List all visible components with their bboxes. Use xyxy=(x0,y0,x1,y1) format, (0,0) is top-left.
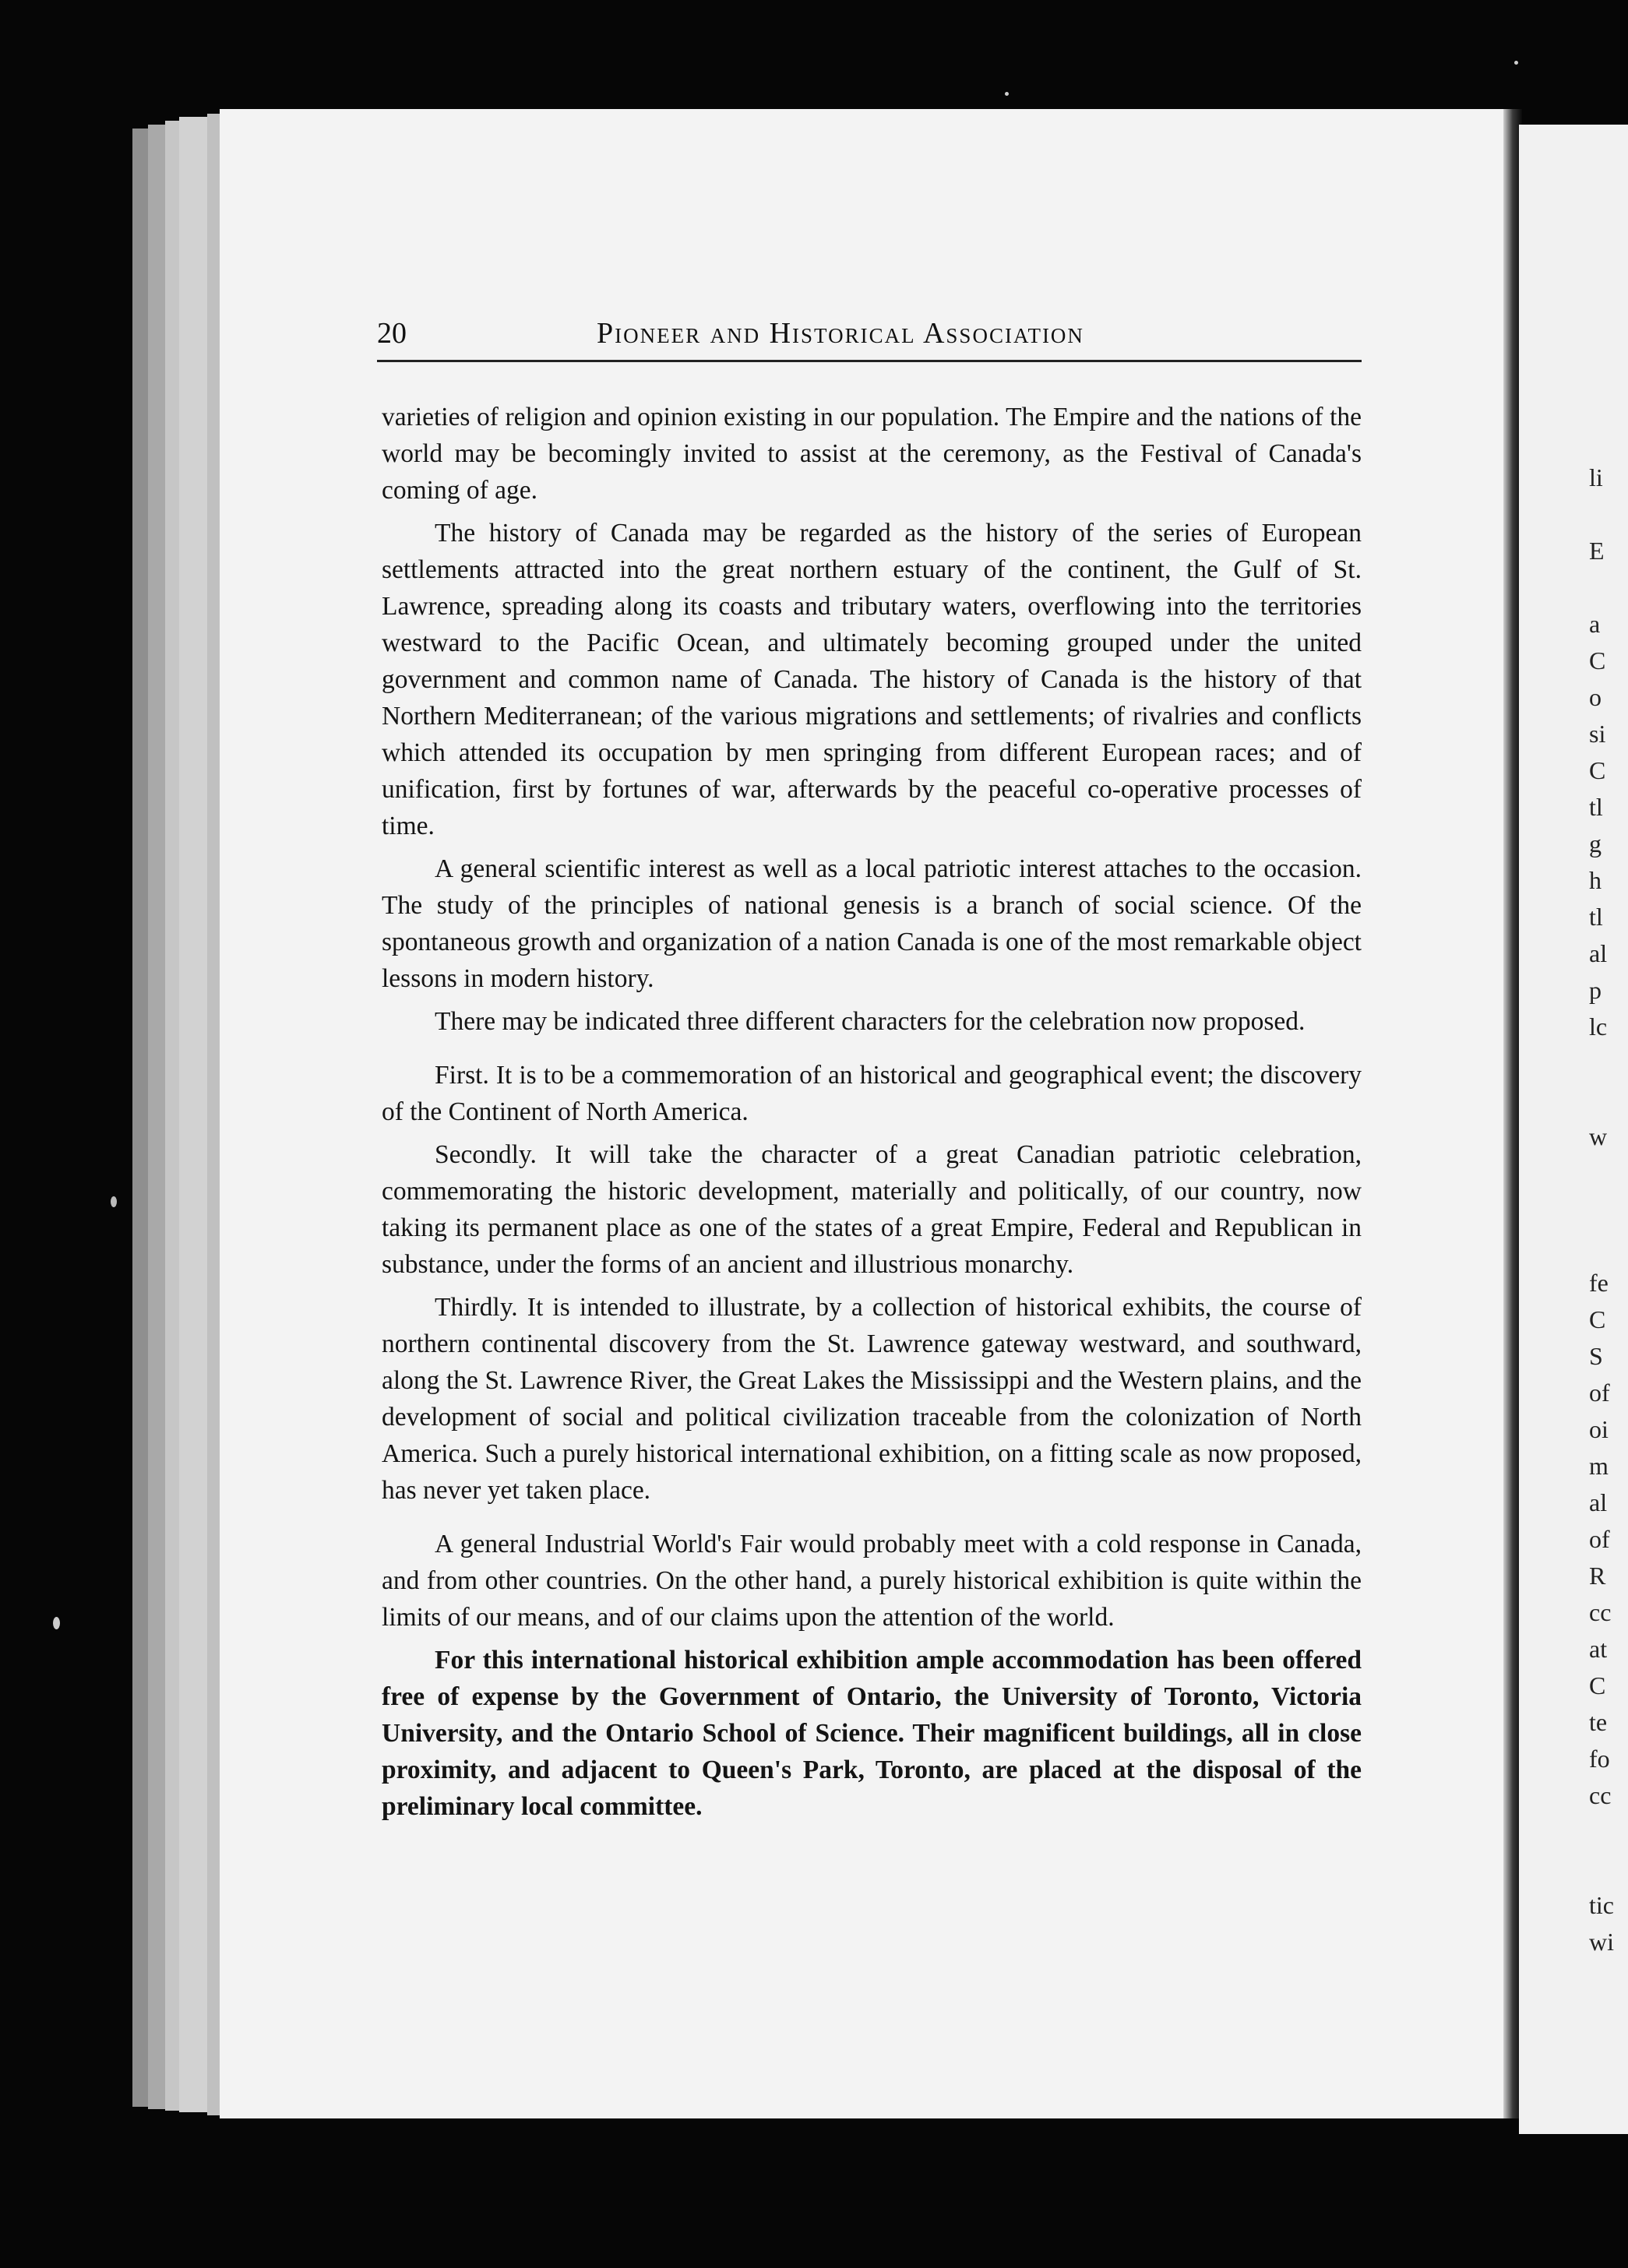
facing-page-fragment: o xyxy=(1589,683,1602,711)
body-text xyxy=(382,399,1362,1831)
paragraph-2: The history of Canada may be regarded as the history of the series of European settlements attracted into the great northern estuary of the continent, the Gulf of St. Lawrence, spreading along its coasts and tributary waters, overflowing into the territories westward to the Pacific Ocean, and ultimately becoming grouped under the united government and common name of Canada. The history of Canada is the history of that Northern Mediterranean; of the various migrations and settlements; of rivalries and conflicts which attended its occupation by men springing from different European races; and of unification, first by fortunes of war, afterwards by the peaceful co-operative processes of time. xyxy=(382,519,1362,840)
page-header xyxy=(377,312,1362,358)
paragraph-secondly: Secondly. It will take the character of a great Canadian patriotic celebration, commemorating the historic development, materially and politically, of our country, now taking its permanent place as one of the states of a great Empire, Federal and Republican in substance, under the forms of an ancient and illustrious monarchy. xyxy=(382,1140,1362,1279)
paragraph-thirdly: Thirdly. It is intended to illustrate, by a collection of historical exhibits, the course of northern continental discovery from the St. Lawrence gateway westward, and southward, along the St. Lawrence River, the Great Lakes the Mississippi and the Western plains, and the development of social and political civilization traceable from the colonization of North America. Such a purely historical international exhibition, on a fitting scale as now proposed, has never yet taken place. xyxy=(382,1293,1362,1505)
facing-page-fragment: al xyxy=(1589,1488,1608,1516)
speck xyxy=(1005,92,1009,96)
speck xyxy=(53,1617,60,1629)
paragraph-first: First. It is to be a commemoration of an historical and geographical event; the discovery of the Continent of North America. xyxy=(382,1061,1362,1126)
facing-page-fragment: si xyxy=(1589,720,1606,748)
paragraph-accommodation: For this international historical exhibition ample accommodation has been offered free of expense by the Government of Ontario, the University of Toronto, Victoria University, and the Ontario School of Science. Their magnificent buildings, all in close proximity, and adjacent to Queen's Park, Toronto, are placed at the disposal of the preliminary local committee. xyxy=(382,1646,1362,1821)
facing-page-fragment: al xyxy=(1589,939,1608,967)
facing-page-fragment: C xyxy=(1589,646,1606,674)
speck xyxy=(111,1196,117,1207)
facing-page-fragment: m xyxy=(1589,1452,1609,1480)
facing-page-fragment: fo xyxy=(1589,1745,1610,1773)
facing-page-fragment: of xyxy=(1589,1525,1610,1553)
facing-page-fragment: li xyxy=(1589,463,1603,491)
page-stack-edge xyxy=(148,125,165,2109)
facing-page-fragment: h xyxy=(1589,866,1602,894)
header-rule xyxy=(377,360,1362,362)
page-stack-edge xyxy=(132,129,148,2107)
running-head: Pioneer and Historical Association xyxy=(597,317,1084,350)
paragraph-1: varieties of religion and opinion existing in our population. The Empire and the nations of the world may be becomingly invited to assist at the ceremony, as the Festival of Canada's coming of age. xyxy=(382,403,1362,505)
page-stack-edge xyxy=(207,114,220,2115)
facing-page-fragment: te xyxy=(1589,1708,1608,1736)
speck xyxy=(1514,61,1518,65)
facing-page-fragment: C xyxy=(1589,1305,1606,1333)
page-stack-edge xyxy=(165,121,179,2111)
facing-page-fragment: tic xyxy=(1589,1891,1614,1919)
facing-page-fragment: tl xyxy=(1589,903,1603,931)
facing-page-fragment: tl xyxy=(1589,793,1603,821)
facing-page-fragment: fe xyxy=(1589,1269,1609,1297)
facing-page-fragment: C xyxy=(1589,756,1606,784)
facing-page-fragment: E xyxy=(1589,537,1605,565)
facing-page-fragment: p xyxy=(1589,976,1602,1004)
facing-page-fragment: R xyxy=(1589,1562,1606,1590)
paragraph-3: A general scientific interest as well as a local patriotic interest attaches to the occasion. The study of the principles of national genesis is a branch of social science. Of the spontaneous growth and organization of a nation Canada is one of the most remarkable object lessons in modern history. xyxy=(382,854,1362,993)
facing-page-text xyxy=(1589,460,1626,1956)
facing-page-fragment: lc xyxy=(1589,1012,1608,1041)
facing-page-fragment: cc xyxy=(1589,1598,1612,1626)
facing-page-fragment: at xyxy=(1589,1635,1608,1663)
facing-page-fragment: C xyxy=(1589,1671,1606,1699)
facing-page-fragment: S xyxy=(1589,1342,1603,1370)
page-stack-edge xyxy=(179,117,207,2112)
facing-page-fragment: w xyxy=(1589,1122,1608,1150)
facing-page-fragment: wi xyxy=(1589,1928,1614,1956)
facing-page-fragment: of xyxy=(1589,1379,1610,1407)
page-number: 20 xyxy=(377,317,407,350)
facing-page-fragment: g xyxy=(1589,829,1602,858)
facing-page-fragment: a xyxy=(1589,610,1601,638)
paragraph-worlds-fair: A general Industrial World's Fair would probably meet with a cold response in Canada, and from other countries. On the other hand, a purely historical exhibition is quite within the limits of our means, and of our claims upon the attention of the world. xyxy=(382,1530,1362,1632)
facing-page-fragment: cc xyxy=(1589,1781,1612,1809)
paragraph-4: There may be indicated three different characters for the celebration now proposed. xyxy=(435,1007,1306,1036)
facing-page-fragment: oi xyxy=(1589,1415,1609,1443)
